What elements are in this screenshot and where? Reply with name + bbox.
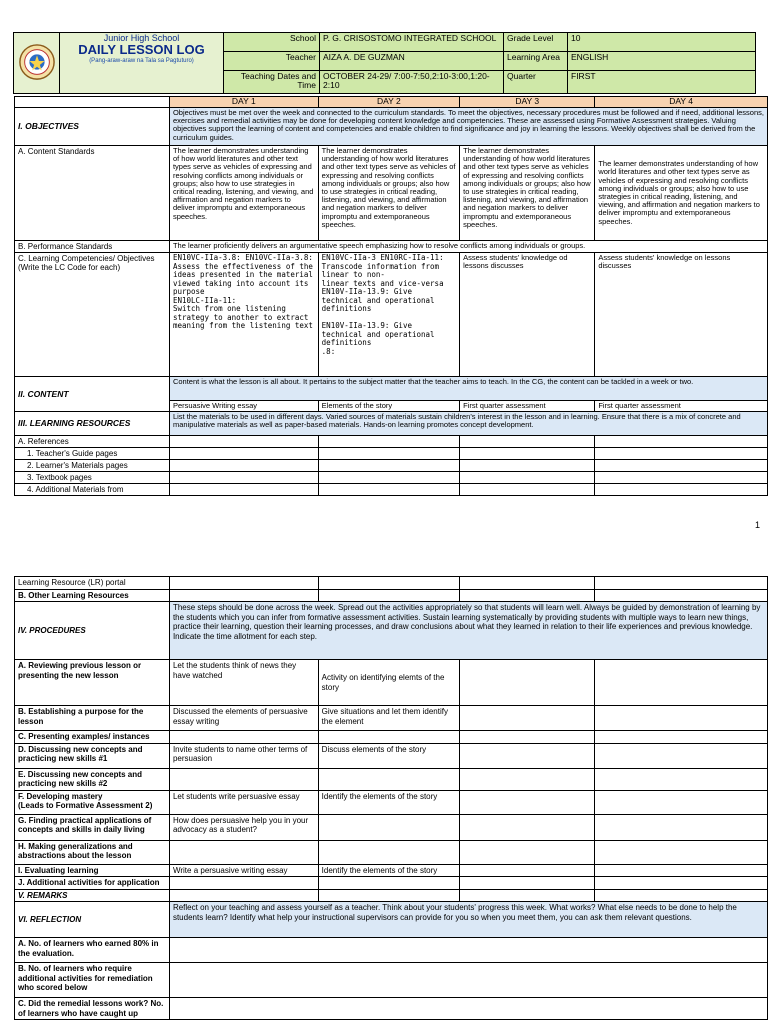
proc-h-day2 <box>318 840 459 864</box>
competencies-day1: EN10VC-IIa-3.8: EN10VC-IIa-3.8: Assess the effectiveness of the ideas presented in the material viewed taking into account its purpose EN10LC-IIa-11: Switch from one listening strategy to another to extract meaning from the listening text <box>169 253 318 377</box>
lr-portal-day2 <box>318 577 459 590</box>
remarks-day4 <box>595 889 768 902</box>
textbook-pages-label: 3. Textbook pages <box>15 472 170 484</box>
reflection-c-label: C. Did the remedial lessons work? No. of learners who have caught up <box>15 998 170 1020</box>
proc-f-day2: Identify the elements of the story <box>318 790 459 814</box>
proc-j-day3 <box>460 877 595 890</box>
lr-portal-day1 <box>169 577 318 590</box>
lesson-log-table <box>14 96 768 496</box>
lm-pages-label: 2. Learner's Materials pages <box>15 460 170 472</box>
proc-a-day1: Let the students think of news they have watched <box>169 660 318 706</box>
additional-materials-day4 <box>595 484 768 496</box>
proc-i-day3 <box>460 864 595 877</box>
proc-h-day3 <box>460 840 595 864</box>
proc-b-day4 <box>595 706 768 731</box>
references-day2 <box>318 436 459 448</box>
proc-d-day2: Discuss elements of the story <box>318 743 459 768</box>
header-table <box>13 32 756 94</box>
textbook-pages-day2 <box>318 472 459 484</box>
day-3-header: DAY 3 <box>460 97 595 108</box>
textbook-pages-day4 <box>595 472 768 484</box>
proc-d-label: D. Discussing new concepts and practicing new skills #1 <box>15 743 170 768</box>
tg-pages-day1 <box>169 448 318 460</box>
competencies-day3: Assess students' knowledge od lessons discusses <box>460 253 595 377</box>
other-resources-day1 <box>169 589 318 602</box>
lr-portal-label: Learning Resource (LR) portal <box>15 577 170 590</box>
reflection-b-value <box>169 963 767 998</box>
content-day3: First quarter assessment <box>460 401 595 412</box>
competencies-day2: EN10VC-IIa-3 EN10RC-IIa-11: Transcode information from linear to non- linear texts and vice-versa EN10V-IIa-13.9: Give technical and operational definitions EN10V-IIa-13.9: Give technical and operational definitions .8: <box>318 253 459 377</box>
doc-title: DAILY LESSON LOG <box>78 42 205 57</box>
proc-i-day1: Write a persuasive writing essay <box>169 864 318 877</box>
school-type: Junior High School <box>103 33 180 43</box>
proc-h-label: H. Making generalizations and abstractions about the lesson <box>15 840 170 864</box>
reflection-text: Reflect on your teaching and assess yourself as a teacher. Think about your students' progress this week. What works? What else needs to be done to help the students learn? Identify what help your instructional supervisors can provide for you so when you meet them, you can ask them relevant questions. <box>169 902 767 938</box>
resources-text: List the materials to be used in different days. Varied sources of materials sustain children's interest in the lesson and in learning. Ensure that there is a mix of concrete and manipulative materials as well as paper-based materials. Hands-on learning promotes concept development. <box>169 412 767 436</box>
proc-a-day2: Activity on identifying elemts of the story <box>318 660 459 706</box>
proc-b-day1: Discussed the elements of persuasive essay writing <box>169 706 318 731</box>
proc-g-label: G. Finding practical applications of concepts and skills in daily living <box>15 814 170 840</box>
other-resources-label: B. Other Learning Resources <box>15 589 170 602</box>
tg-pages-label: 1. Teacher's Guide pages <box>15 448 170 460</box>
objectives-text: Objectives must be met over the week and connected to the curriculum standards. To meet the objectives, necessary procedures must be followed and if need, additional lessons, exercises and remedial activities may be done for developing content knowledge and competencies. These are assessed using Formative Assessment strategies. Valuing objectives support the learning of content and competencies and enable children to find significance and joy in learning the lessons. Weekly objectives shall be derived from the curriculum guides. <box>169 108 767 146</box>
proc-c-day4 <box>595 731 768 744</box>
resources-label: III. LEARNING RESOURCES <box>15 412 170 436</box>
proc-d-day4 <box>595 743 768 768</box>
day-2-header: DAY 2 <box>318 97 459 108</box>
content-standards-label: A. Content Standards <box>15 146 170 241</box>
proc-g-day1: How does persuasive help you in your advocacy as a student? <box>169 814 318 840</box>
lm-pages-day4 <box>595 460 768 472</box>
objectives-label: I. OBJECTIVES <box>15 108 170 146</box>
teacher-value: AIZA A. DE GUZMAN <box>320 52 504 71</box>
proc-i-label: I. Evaluating learning <box>15 864 170 877</box>
lr-portal-day3 <box>460 577 595 590</box>
proc-d-day3 <box>460 743 595 768</box>
content-standards-day4: The learner demonstrates understanding of how world literatures and other text types serve as vehicles of expressing and resolving conflicts among individuals or groups; also how to use strategies in critical reading, listening, and viewing, and affirmation and negation markers to deliver impromptu and extemporaneous speeches. <box>595 146 768 241</box>
reflection-label: VI. REFLECTION <box>15 902 170 938</box>
proc-b-day2: Give situations and let them identify the element <box>318 706 459 731</box>
grade-label: Grade Level <box>504 33 568 52</box>
page-number: 1 <box>754 520 760 530</box>
proc-g-day2 <box>318 814 459 840</box>
school-label: School <box>224 33 320 52</box>
proc-f-day3 <box>460 790 595 814</box>
school-title-block <box>60 33 224 94</box>
reflection-a-label: A. No. of learners who earned 80% in the evaluation. <box>15 938 170 963</box>
quarter-label: Quarter <box>504 71 568 94</box>
competencies-label: C. Learning Competencies/ Objectives (Write the LC Code for each) <box>15 253 170 377</box>
procedures-text: These steps should be done across the week. Spread out the activities appropriately so that students will learn well. Always be guided by demonstration of learning by the students which you can infer from formative assessment activities. Sustain learning systematically by providing students with multiple ways to learn new things, practice their learning, question their learning processes, and draw conclusions about what they learned in relation to their life experiences and previous knowledge. Indicate the time allotment for each step. <box>169 602 767 660</box>
additional-materials-day3 <box>460 484 595 496</box>
references-day1 <box>169 436 318 448</box>
additional-materials-day2 <box>318 484 459 496</box>
grade-value: 10 <box>568 33 756 52</box>
reflection-a-value <box>169 938 767 963</box>
content-standards-day2: The learner demonstrates understanding of how world literatures and other text types serve as vehicles of expressing and resolving conflicts among individuals or groups; also how to use strategies in critical reading, listening, and viewing, and affirmation and negation markers to deliver impromptu and extemporaneous speeches. <box>318 146 459 241</box>
proc-h-day4 <box>595 840 768 864</box>
other-resources-day3 <box>460 589 595 602</box>
reflection-b-label: B. No. of learners who require additional activities for remediation who scored below <box>15 963 170 998</box>
proc-f-day1: Let students write persuasive essay <box>169 790 318 814</box>
proc-a-day3 <box>460 660 595 706</box>
remarks-day2 <box>318 889 459 902</box>
other-resources-day4 <box>595 589 768 602</box>
proc-f-label: F. Developing mastery (Leads to Formative Assessment 2) <box>15 790 170 814</box>
content-day1: Persuasive Writing essay <box>169 401 318 412</box>
corner-cell <box>15 97 170 108</box>
quarter-value: FIRST <box>568 71 756 94</box>
textbook-pages-day3 <box>460 472 595 484</box>
proc-a-day4 <box>595 660 768 706</box>
dates-label: Teaching Dates and Time <box>224 71 320 94</box>
proc-h-day1 <box>169 840 318 864</box>
proc-j-day1 <box>169 877 318 890</box>
school-value: P. G. CRISOSTOMO INTEGRATED SCHOOL <box>320 33 504 52</box>
content-standards-day1: The learner demonstrates understanding of how world literatures and other text types serve as vehicles of expressing and resolving conflicts among individuals or groups; also how to use strategies in critical reading, listening, and viewing, and affirmation and negation markers to deliver impromptu and extemporaneous speeches. <box>169 146 318 241</box>
lm-pages-day2 <box>318 460 459 472</box>
references-day3 <box>460 436 595 448</box>
proc-j-day2 <box>318 877 459 890</box>
area-label: Learning Area <box>504 52 568 71</box>
additional-materials-label: 4. Additional Materials from <box>15 484 170 496</box>
proc-e-day3 <box>460 768 595 790</box>
content-day4: First quarter assessment <box>595 401 768 412</box>
content-standards-day3: The learner demonstrates understanding of how world literatures and other text types serve as vehicles of expressing and resolving conflicts among individuals or groups; also how to use strategies in critical reading, listening, and viewing, and affirmation and negation markers to deliver impromptu and extemporaneous speeches. <box>460 146 595 241</box>
tg-pages-day3 <box>460 448 595 460</box>
proc-b-day3 <box>460 706 595 731</box>
competencies-day4: Assess students' knowledge on lessons discusses <box>595 253 768 377</box>
proc-j-day4 <box>595 877 768 890</box>
content-day2: Elements of the story <box>318 401 459 412</box>
proc-d-day1: Invite students to name other terms of persuasion <box>169 743 318 768</box>
textbook-pages-day1 <box>169 472 318 484</box>
references-day4 <box>595 436 768 448</box>
other-resources-day2 <box>318 589 459 602</box>
doc-motto: (Pang-araw-araw na Tala sa Pagtuturo) <box>89 58 194 64</box>
proc-c-day2 <box>318 731 459 744</box>
lr-portal-day4 <box>595 577 768 590</box>
proc-f-day4 <box>595 790 768 814</box>
proc-e-day4 <box>595 768 768 790</box>
proc-j-label: J. Additional activities for application <box>15 877 170 890</box>
reflection-c-value <box>169 998 767 1020</box>
performance-standards-text: The learner proficiently delivers an argumentative speech emphasizing how to resolve conflicts among individuals or groups. <box>169 241 767 253</box>
proc-i-day4 <box>595 864 768 877</box>
proc-i-day2: Identify the elements of the story <box>318 864 459 877</box>
lesson-log-table-page2 <box>14 576 768 1020</box>
content-label: II. CONTENT <box>15 377 170 412</box>
remarks-day1 <box>169 889 318 902</box>
proc-c-day1 <box>169 731 318 744</box>
tg-pages-day4 <box>595 448 768 460</box>
lm-pages-day1 <box>169 460 318 472</box>
teacher-label: Teacher <box>224 52 320 71</box>
proc-e-label: E. Discussing new concepts and practicing new skills #2 <box>15 768 170 790</box>
lm-pages-day3 <box>460 460 595 472</box>
proc-e-day2 <box>318 768 459 790</box>
proc-e-day1 <box>169 768 318 790</box>
procedures-label: IV. PROCEDURES <box>15 602 170 660</box>
dates-value: OCTOBER 24-29/ 7:00-7:50,2:10-3:00,1:20-2:10 <box>320 71 504 94</box>
proc-a-label: A. Reviewing previous lesson or presenting the new lesson <box>15 660 170 706</box>
proc-g-day4 <box>595 814 768 840</box>
deped-seal-icon <box>18 43 56 81</box>
school-logo <box>14 33 60 94</box>
day-1-header: DAY 1 <box>169 97 318 108</box>
proc-c-label: C. Presenting examples/ instances <box>15 731 170 744</box>
additional-materials-day1 <box>169 484 318 496</box>
proc-b-label: B. Establishing a purpose for the lesson <box>15 706 170 731</box>
remarks-day3 <box>460 889 595 902</box>
day-4-header: DAY 4 <box>595 97 768 108</box>
area-value: ENGLISH <box>568 52 756 71</box>
proc-c-day3 <box>460 731 595 744</box>
performance-standards-label: B. Performance Standards <box>15 241 170 253</box>
proc-g-day3 <box>460 814 595 840</box>
remarks-label: V. REMARKS <box>15 889 170 902</box>
content-text: Content is what the lesson is all about. It pertains to the subject matter that the teacher aims to teach. In the CG, the content can be tackled in a week or two. <box>169 377 767 401</box>
tg-pages-day2 <box>318 448 459 460</box>
references-label: A. References <box>15 436 170 448</box>
